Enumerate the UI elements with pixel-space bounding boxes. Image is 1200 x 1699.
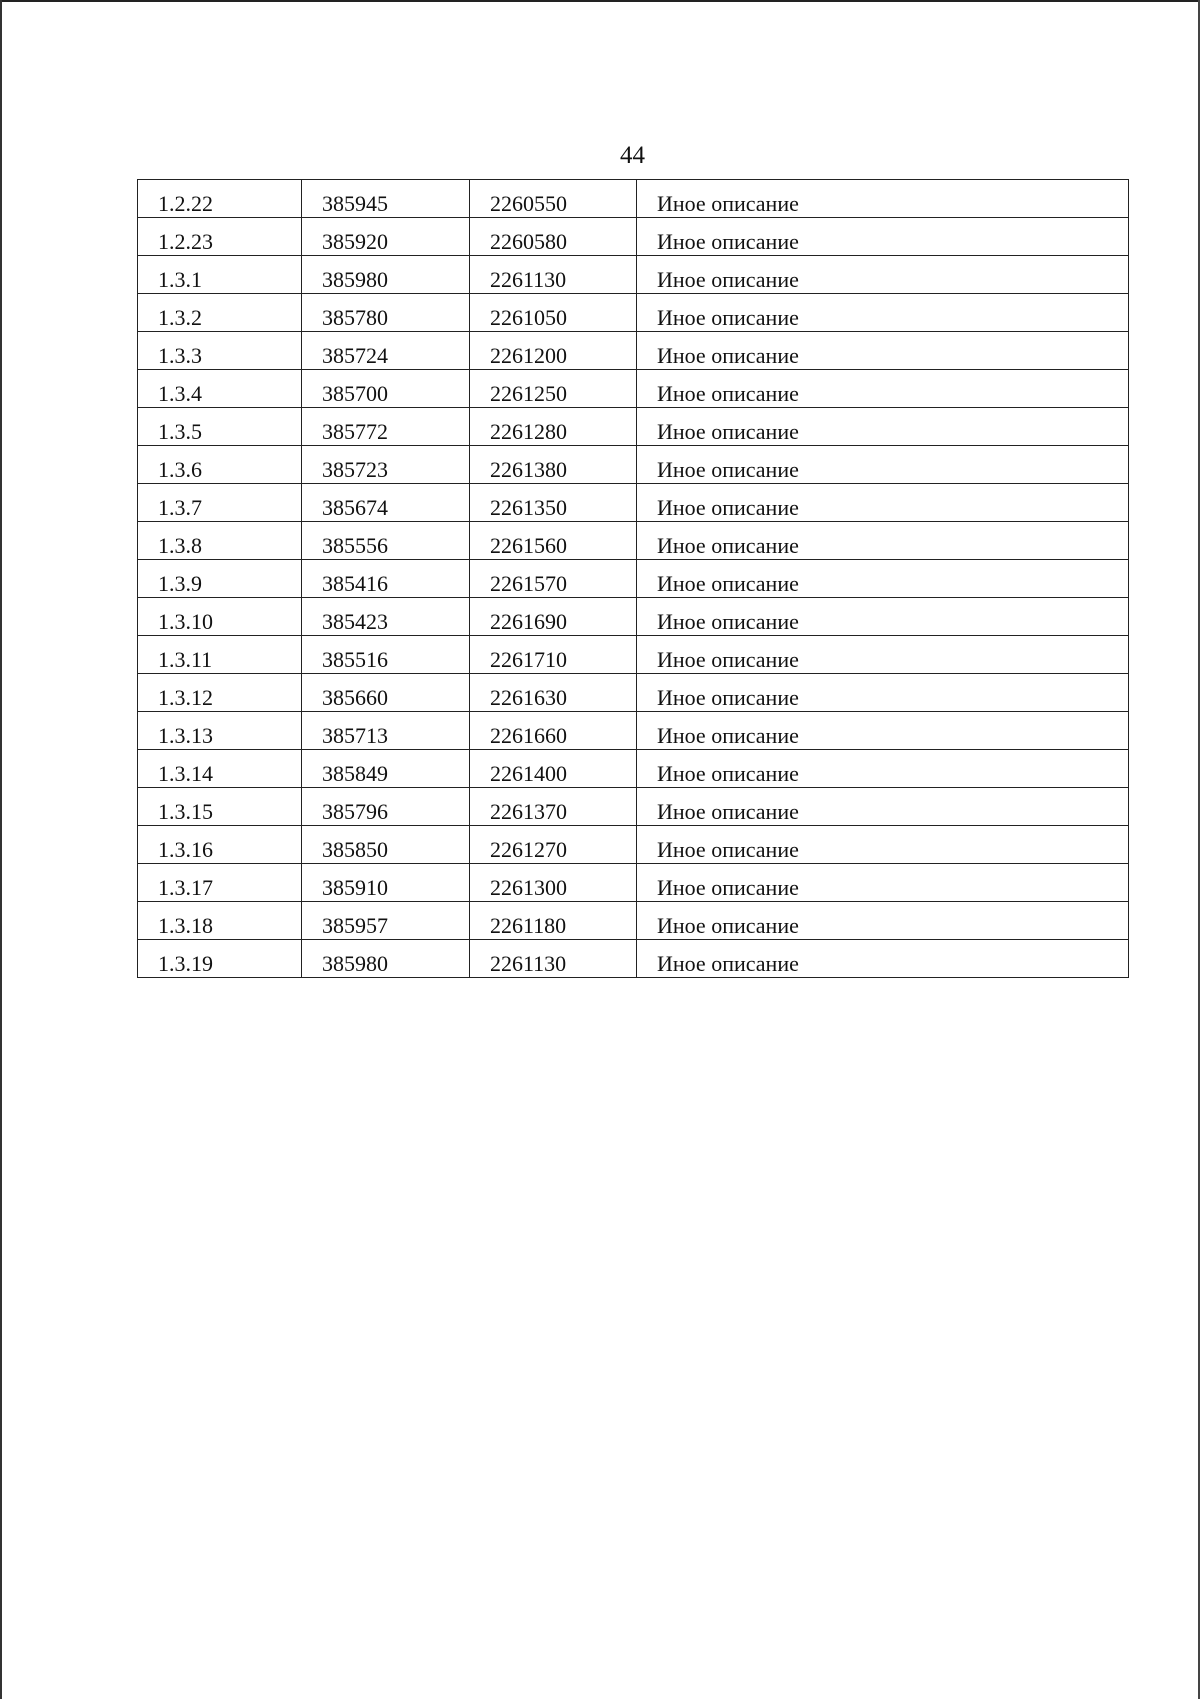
x-coordinate-cell: 385713 — [302, 712, 470, 750]
table-row — [138, 332, 1129, 370]
description-cell: Иное описание — [637, 598, 1129, 636]
description-cell: Иное описание — [637, 484, 1129, 522]
description-cell: Иное описание — [637, 256, 1129, 294]
point-number-cell: 1.3.3 — [138, 332, 302, 370]
description-cell: Иное описание — [637, 674, 1129, 712]
x-coordinate-cell: 385516 — [302, 636, 470, 674]
x-coordinate-cell: 385796 — [302, 788, 470, 826]
point-number-cell: 1.3.4 — [138, 370, 302, 408]
y-coordinate-cell: 2261180 — [470, 902, 637, 940]
y-coordinate-cell: 2261200 — [470, 332, 637, 370]
table-row — [138, 864, 1129, 902]
table-row — [138, 598, 1129, 636]
description-cell: Иное описание — [637, 712, 1129, 750]
description-cell: Иное описание — [637, 636, 1129, 674]
scan-edge-top — [0, 0, 1200, 2]
table-row — [138, 522, 1129, 560]
y-coordinate-cell: 2261400 — [470, 750, 637, 788]
y-coordinate-cell: 2261660 — [470, 712, 637, 750]
coordinates-table-body — [138, 180, 1129, 978]
x-coordinate-cell: 385849 — [302, 750, 470, 788]
description-cell: Иное описание — [637, 826, 1129, 864]
x-coordinate-cell: 385780 — [302, 294, 470, 332]
y-coordinate-cell: 2261280 — [470, 408, 637, 446]
point-number-cell: 1.3.6 — [138, 446, 302, 484]
point-number-cell: 1.3.15 — [138, 788, 302, 826]
point-number-cell: 1.3.17 — [138, 864, 302, 902]
table-row — [138, 370, 1129, 408]
point-number-cell: 1.3.18 — [138, 902, 302, 940]
point-number-cell: 1.3.2 — [138, 294, 302, 332]
point-number-cell: 1.3.1 — [138, 256, 302, 294]
table-row — [138, 674, 1129, 712]
y-coordinate-cell: 2261300 — [470, 864, 637, 902]
point-number-cell: 1.3.13 — [138, 712, 302, 750]
point-number-cell: 1.2.23 — [138, 218, 302, 256]
y-coordinate-cell: 2261630 — [470, 674, 637, 712]
page-number: 44 — [620, 142, 645, 169]
y-coordinate-cell: 2261250 — [470, 370, 637, 408]
table-row — [138, 180, 1129, 218]
table-row — [138, 560, 1129, 598]
x-coordinate-cell: 385957 — [302, 902, 470, 940]
point-number-cell: 1.3.16 — [138, 826, 302, 864]
y-coordinate-cell: 2261710 — [470, 636, 637, 674]
description-cell: Иное описание — [637, 446, 1129, 484]
description-cell: Иное описание — [637, 560, 1129, 598]
y-coordinate-cell: 2260550 — [470, 180, 637, 218]
y-coordinate-cell: 2261570 — [470, 560, 637, 598]
y-coordinate-cell: 2261380 — [470, 446, 637, 484]
y-coordinate-cell: 2261130 — [470, 940, 637, 978]
coordinates-table — [137, 179, 1129, 978]
description-cell: Иное описание — [637, 218, 1129, 256]
table-row — [138, 750, 1129, 788]
x-coordinate-cell: 385772 — [302, 408, 470, 446]
description-cell: Иное описание — [637, 522, 1129, 560]
table-row — [138, 940, 1129, 978]
x-coordinate-cell: 385416 — [302, 560, 470, 598]
x-coordinate-cell: 385850 — [302, 826, 470, 864]
x-coordinate-cell: 385980 — [302, 256, 470, 294]
y-coordinate-cell: 2261690 — [470, 598, 637, 636]
y-coordinate-cell: 2261050 — [470, 294, 637, 332]
table-row — [138, 408, 1129, 446]
point-number-cell: 1.2.22 — [138, 180, 302, 218]
description-cell: Иное описание — [637, 408, 1129, 446]
x-coordinate-cell: 385945 — [302, 180, 470, 218]
description-cell: Иное описание — [637, 864, 1129, 902]
x-coordinate-cell: 385423 — [302, 598, 470, 636]
point-number-cell: 1.3.12 — [138, 674, 302, 712]
x-coordinate-cell: 385920 — [302, 218, 470, 256]
description-cell: Иное описание — [637, 294, 1129, 332]
description-cell: Иное описание — [637, 902, 1129, 940]
point-number-cell: 1.3.9 — [138, 560, 302, 598]
description-cell: Иное описание — [637, 332, 1129, 370]
table-row — [138, 294, 1129, 332]
table-row — [138, 218, 1129, 256]
x-coordinate-cell: 385723 — [302, 446, 470, 484]
x-coordinate-cell: 385674 — [302, 484, 470, 522]
description-cell: Иное описание — [637, 940, 1129, 978]
point-number-cell: 1.3.8 — [138, 522, 302, 560]
point-number-cell: 1.3.11 — [138, 636, 302, 674]
point-number-cell: 1.3.5 — [138, 408, 302, 446]
scan-edge-left — [0, 0, 2, 1699]
y-coordinate-cell: 2261370 — [470, 788, 637, 826]
x-coordinate-cell: 385700 — [302, 370, 470, 408]
x-coordinate-cell: 385556 — [302, 522, 470, 560]
table-row — [138, 256, 1129, 294]
y-coordinate-cell: 2261130 — [470, 256, 637, 294]
table-row — [138, 636, 1129, 674]
description-cell: Иное описание — [637, 788, 1129, 826]
table-row — [138, 788, 1129, 826]
point-number-cell: 1.3.7 — [138, 484, 302, 522]
point-number-cell: 1.3.14 — [138, 750, 302, 788]
y-coordinate-cell: 2261350 — [470, 484, 637, 522]
x-coordinate-cell: 385724 — [302, 332, 470, 370]
x-coordinate-cell: 385910 — [302, 864, 470, 902]
point-number-cell: 1.3.19 — [138, 940, 302, 978]
table-row — [138, 484, 1129, 522]
y-coordinate-cell: 2261270 — [470, 826, 637, 864]
table-row — [138, 446, 1129, 484]
point-number-cell: 1.3.10 — [138, 598, 302, 636]
description-cell: Иное описание — [637, 180, 1129, 218]
table-row — [138, 712, 1129, 750]
x-coordinate-cell: 385660 — [302, 674, 470, 712]
table-row — [138, 826, 1129, 864]
table-row — [138, 902, 1129, 940]
description-cell: Иное описание — [637, 370, 1129, 408]
description-cell: Иное описание — [637, 750, 1129, 788]
x-coordinate-cell: 385980 — [302, 940, 470, 978]
y-coordinate-cell: 2260580 — [470, 218, 637, 256]
y-coordinate-cell: 2261560 — [470, 522, 637, 560]
